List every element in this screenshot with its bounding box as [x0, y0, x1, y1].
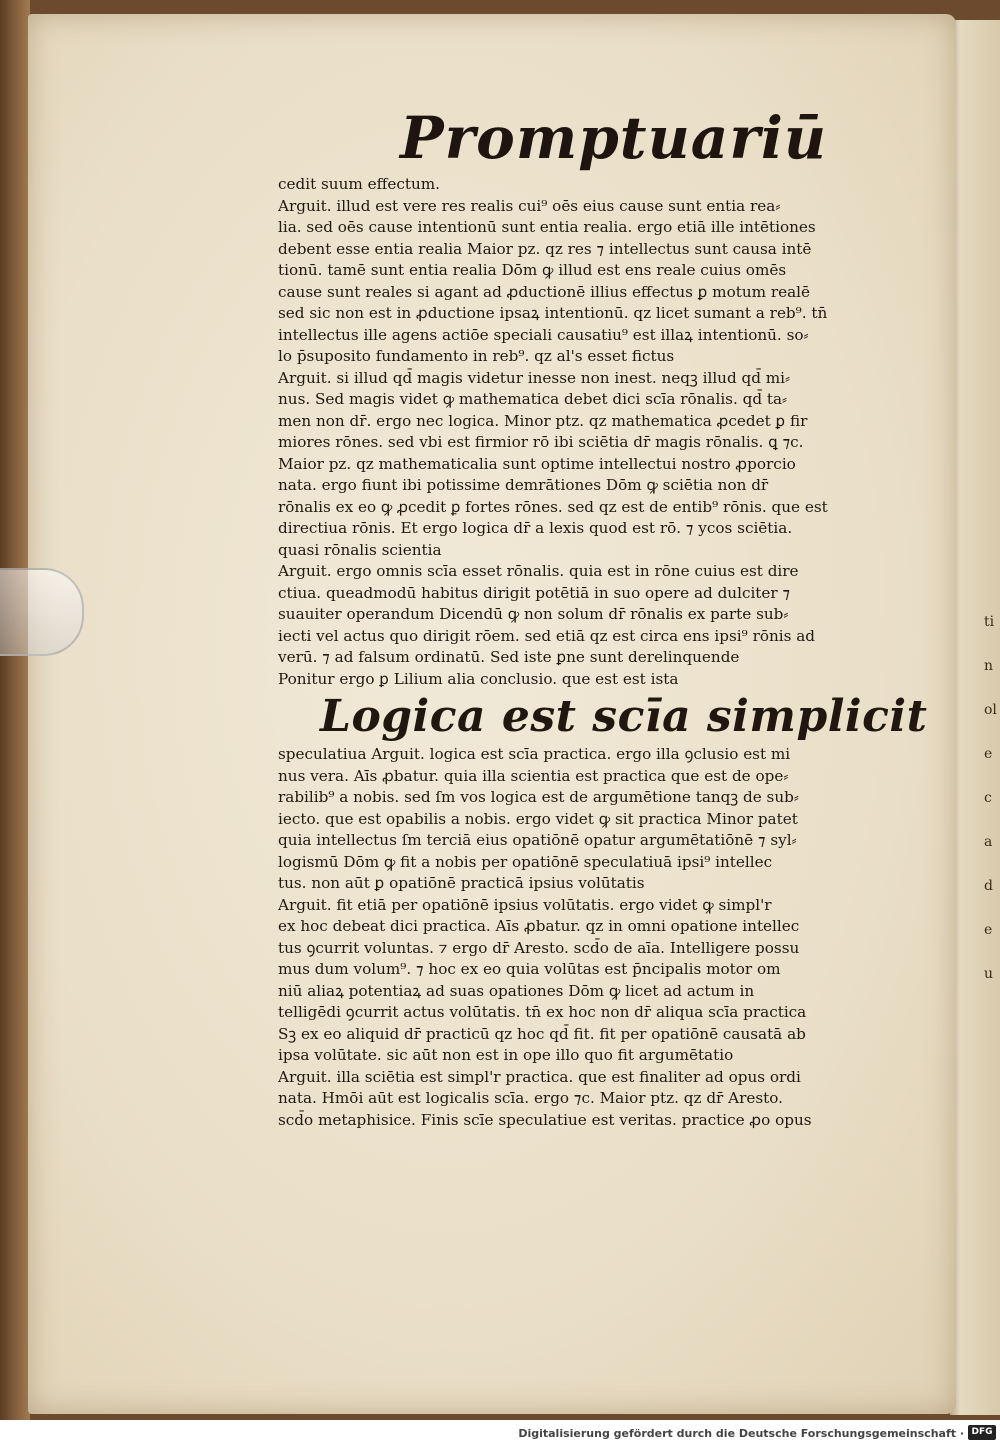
- text-line: tus. non aūt ꝑ opatiōnē practicā ipsius volūtatis: [278, 874, 645, 892]
- text-line: Arguit. illa sciētia est simpl'r practica. que est finaliter ad opus ordi: [278, 1067, 801, 1086]
- text-line: iecti vel actus quo dirigit rōem. sed etiā qz est circa ens ipsi⁹ rōnis ad: [278, 626, 816, 645]
- main-text-block: [278, 174, 928, 1131]
- text-line: suauiter operandum Dicendū ꝙ non solum dr̄ rōnalis ex parte sub⸗: [278, 605, 789, 623]
- text-line: iecto. que est opabilis a nobis. ergo videt ꝙ sit practica Minor patet: [278, 809, 798, 828]
- text-line: Ponitur ergo ꝑ Lilium alia conclusio. que est est ista: [278, 669, 679, 688]
- text-line: ex hoc debeat dici practica. Aīs ꝓbatur. qz in omni opatione intellec: [278, 917, 800, 935]
- text-line: Arguit. fit etiā per opatiōnē ipsius volūtatis. ergo videt ꝙ simpl'r: [278, 895, 772, 914]
- text-line: Maior pz. qz mathematicalia sunt optime intellectui nostro ꝓporcio: [278, 454, 796, 473]
- text-line: intellectus ille agens actiōe speciali causatiu⁹ est illaꝝ intentionū. so⸗: [278, 325, 809, 344]
- text-section-before: [278, 174, 858, 690]
- text-line: nata. ergo fiunt ibi potissime demrātiones Dōm ꝙ sciētia non dr̄: [278, 476, 769, 494]
- footer-credit: Digitalisierung gefördert durch die Deutsche Forschungsgemeinschaft ·: [518, 1427, 964, 1440]
- text-line: miores rōnes. sed vbi est firmior rō ibi sciētia dr̄ magis rōnalis. ꝗ ⁊c.: [278, 433, 804, 451]
- text-line: verū. ⁊ ad falsum ordinatū. Sed iste ꝑne sunt derelinquende: [278, 648, 740, 666]
- text-line: nus. Sed magis videt ꝙ mathematica debet dici scīa rōnalis. qd̄ ta⸗: [278, 390, 788, 408]
- text-line: scd̄o metaphisice. Finis scīe speculatiue est veritas. practice ꝓo opus: [278, 1110, 812, 1129]
- book-binding: [0, 0, 30, 1420]
- text-line: men non dr̄. ergo nec logica. Minor ptz. qz mathematica ꝓcedet ꝑ fir: [278, 411, 808, 430]
- running-head: Promptuariū: [400, 104, 828, 172]
- text-line: quasi rōnalis scientia: [278, 540, 442, 559]
- text-section-after: [278, 744, 858, 1131]
- text-line: ipsa volūtate. sic aūt non est in ope illo quo fit argumētatio: [278, 1046, 734, 1064]
- text-line: ctiua. queadmodū habitus dirigit potētiā in suo opere ad dulciter ⁊: [278, 583, 791, 602]
- text-line: cause sunt reales si agant ad ꝓductionē illius effectus ꝑ motum realē: [278, 282, 810, 301]
- text-line: telligēdi ꝯcurrit actus volūtatis. tn̄ ex hoc non dr̄ aliqua scīa practica: [278, 1003, 807, 1021]
- text-line: lia. sed oēs cause intentionū sunt entia realia. ergo etiā ille intētiones: [278, 218, 816, 236]
- text-line: cedit suum effectum.: [278, 175, 440, 193]
- text-line: Sꝫ ex eo aliquid dr̄ practicū qz hoc qd̄ fit. fit per opatiōnē causatā ab: [278, 1024, 806, 1043]
- text-line: quia intellectus ſm terciā eius opatiōnē opatur argumētatiōnē ⁊ syl⸗: [278, 831, 797, 849]
- facing-page-fragments: tinolecadeu: [984, 614, 997, 982]
- text-line: rōnalis ex eo ꝙ ꝓcedit ꝑ fortes rōnes. sed qz est de entib⁹ rōnis. que est: [278, 497, 828, 516]
- text-line: rabilib⁹ a nobis. sed ſm vos logica est de argumētione tanqꝫ de sub⸗: [278, 788, 799, 806]
- text-line: nus vera. Aīs ꝓbatur. quia illa scientia est practica que est de ope⸗: [278, 766, 789, 785]
- text-line: tus ꝯcurrit voluntas. ⁊ ergo dr̄ Aresto. scd̄o de aīa. Intelligere possu: [278, 938, 800, 957]
- text-line: Arguit. ergo omnis scīa esset rōnalis. quia est in rōne cuius est dire: [278, 562, 799, 580]
- text-line: niū aliaꝝ potentiaꝝ ad suas opationes Dōm ꝙ licet ad actum in: [278, 981, 755, 1000]
- text-line: mus dum volum⁹. ⁊ hoc ex eo quia volūtas est p̄ncipalis motor om: [278, 960, 781, 978]
- text-line: lo p̄suposito fundamento in reb⁹. qz al's esset fictus: [278, 347, 675, 365]
- text-line: nata. Hmōi aūt est logicalis scīa. ergo ⁊c. Maior ptz. qz dr̄ Aresto.: [278, 1089, 783, 1107]
- text-line: debent esse entia realia Maior pz. qz res ⁊ intellectus sunt causa intē: [278, 239, 812, 258]
- page-clip: [0, 568, 84, 656]
- footer-bar: [0, 1420, 1000, 1448]
- dfg-logo: DFG: [968, 1425, 996, 1440]
- text-line: directiua rōnis. Et ergo logica dr̄ a lexis quod est rō. ⁊ ycos sciētia.: [278, 519, 793, 537]
- text-line: Arguit. si illud qd̄ magis videtur inesse non inest. neqꝫ illud qd̄ mi⸗: [278, 368, 791, 387]
- conclusion-heading: Logica est scīa simplicit: [320, 691, 928, 742]
- text-line: logismū Dōm ꝙ fit a nobis per opatiōnē speculatiuā ipsi⁹ intellec: [278, 852, 773, 871]
- text-line: sed sic non est in ꝓductione ipsaꝝ intentionū. qz licet sumant a reb⁹. tn̄: [278, 304, 828, 322]
- text-line: tionū. tamē sunt entia realia Dōm ꝙ illud est ens reale cuius omēs: [278, 261, 787, 279]
- text-line: speculatiua Arguit. logica est scīa practica. ergo illa ꝯclusio est mi: [278, 745, 791, 763]
- text-line: Arguit. illud est vere res realis cui⁹ oēs eius cause sunt entia rea⸗: [278, 196, 781, 215]
